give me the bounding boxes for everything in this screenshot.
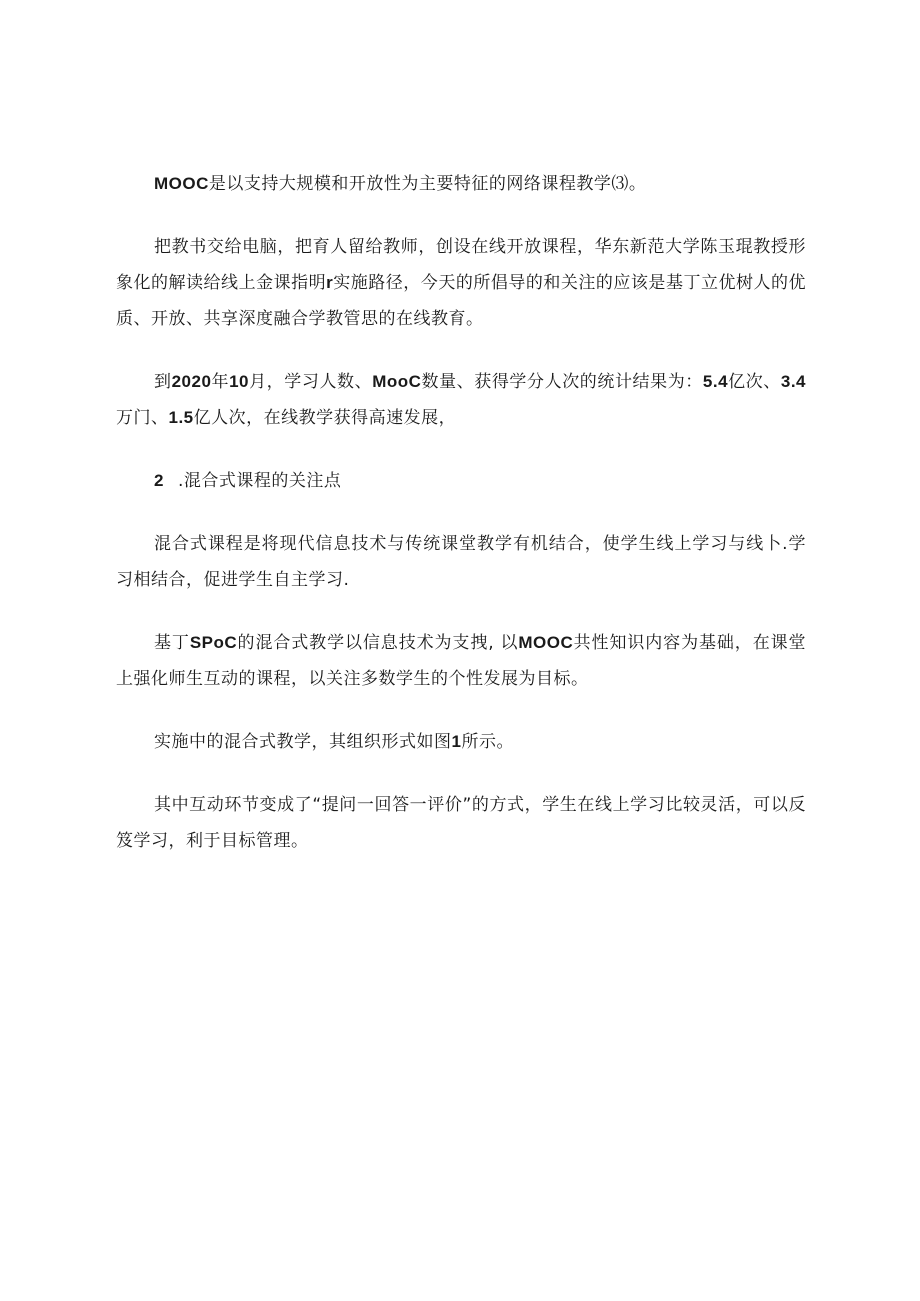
text-run: 万门、 xyxy=(116,408,169,428)
text-run: 是以支持大规模和开放性为主要特征的网络课程教学⑶。 xyxy=(208,174,647,194)
text-run: 数量、获得学分人次的统计结果为： xyxy=(421,372,703,392)
section-heading xyxy=(116,463,806,499)
text-run: 混合式课程是将现代信息技术与传统课堂教学有机结合，使学生线上学习与线卜.学习相结合，促进学生自主学习. xyxy=(116,534,806,590)
paragraph-spoc xyxy=(116,625,806,697)
paragraph-blended-definition xyxy=(116,526,806,598)
bold-text-run: MooC xyxy=(372,372,422,391)
text-run: 亿次、 xyxy=(728,372,781,392)
bold-text-run: 1.5 xyxy=(168,408,194,427)
bold-text-run: 3.4 xyxy=(780,372,807,391)
paragraph-statistics xyxy=(116,364,806,436)
bold-text-run: 1 xyxy=(451,732,462,751)
text-run: 月，学习人数、 xyxy=(249,372,373,392)
bold-text-run: MOOC xyxy=(154,174,209,193)
document-body xyxy=(116,166,806,886)
bold-text-run: r xyxy=(326,273,334,292)
paragraph-interaction xyxy=(116,787,806,859)
text-run: 年 xyxy=(211,372,230,392)
bold-text-run: 5.4 xyxy=(702,372,729,391)
text-run: 实施中的混合式教学，其组织形式如图 xyxy=(154,732,452,752)
text-run: 所示。 xyxy=(461,732,514,752)
text-run: 的混合式教学以信息技术为支拽, 以 xyxy=(237,633,519,653)
section-number: 2 xyxy=(154,471,164,490)
paragraph-online-education xyxy=(116,229,806,337)
text-run: 共性知识内容为基础，在课堂上强化师生互动的课程，以关注多数学生的个性发展为目标。 xyxy=(116,633,807,689)
section-title: .混合式课程的关注点 xyxy=(177,471,342,491)
text-run: 亿人次，在线教学获得高速发展， xyxy=(193,408,457,428)
bold-text-run: 2020 xyxy=(171,372,212,391)
text-run: 把教书交给电脑，把育人留给教师，创设在线开放课程，华东新范大学陈玉琨教授形象化的解读给线上金课指明 xyxy=(116,237,806,293)
bold-text-run: MOOC xyxy=(518,633,574,652)
text-run: 其中互动环节变成了“提问一回答一评价”的方式，学生在线上学习比较灵活，可以反笈学习，利于目标管理。 xyxy=(116,795,806,851)
bold-text-run: 10 xyxy=(229,372,250,391)
paragraph-mooc-definition xyxy=(116,166,806,202)
paragraph-figure-reference xyxy=(116,724,806,760)
text-run: 到 xyxy=(154,372,172,392)
text-run: 基丁 xyxy=(154,633,190,653)
text-run: 实施路径，今天的所倡导的和关注的应该是基丁立优树人的优质、开放、共享深度融合学教管思的在线教育。 xyxy=(116,273,807,329)
bold-text-run: SPoC xyxy=(189,633,238,652)
